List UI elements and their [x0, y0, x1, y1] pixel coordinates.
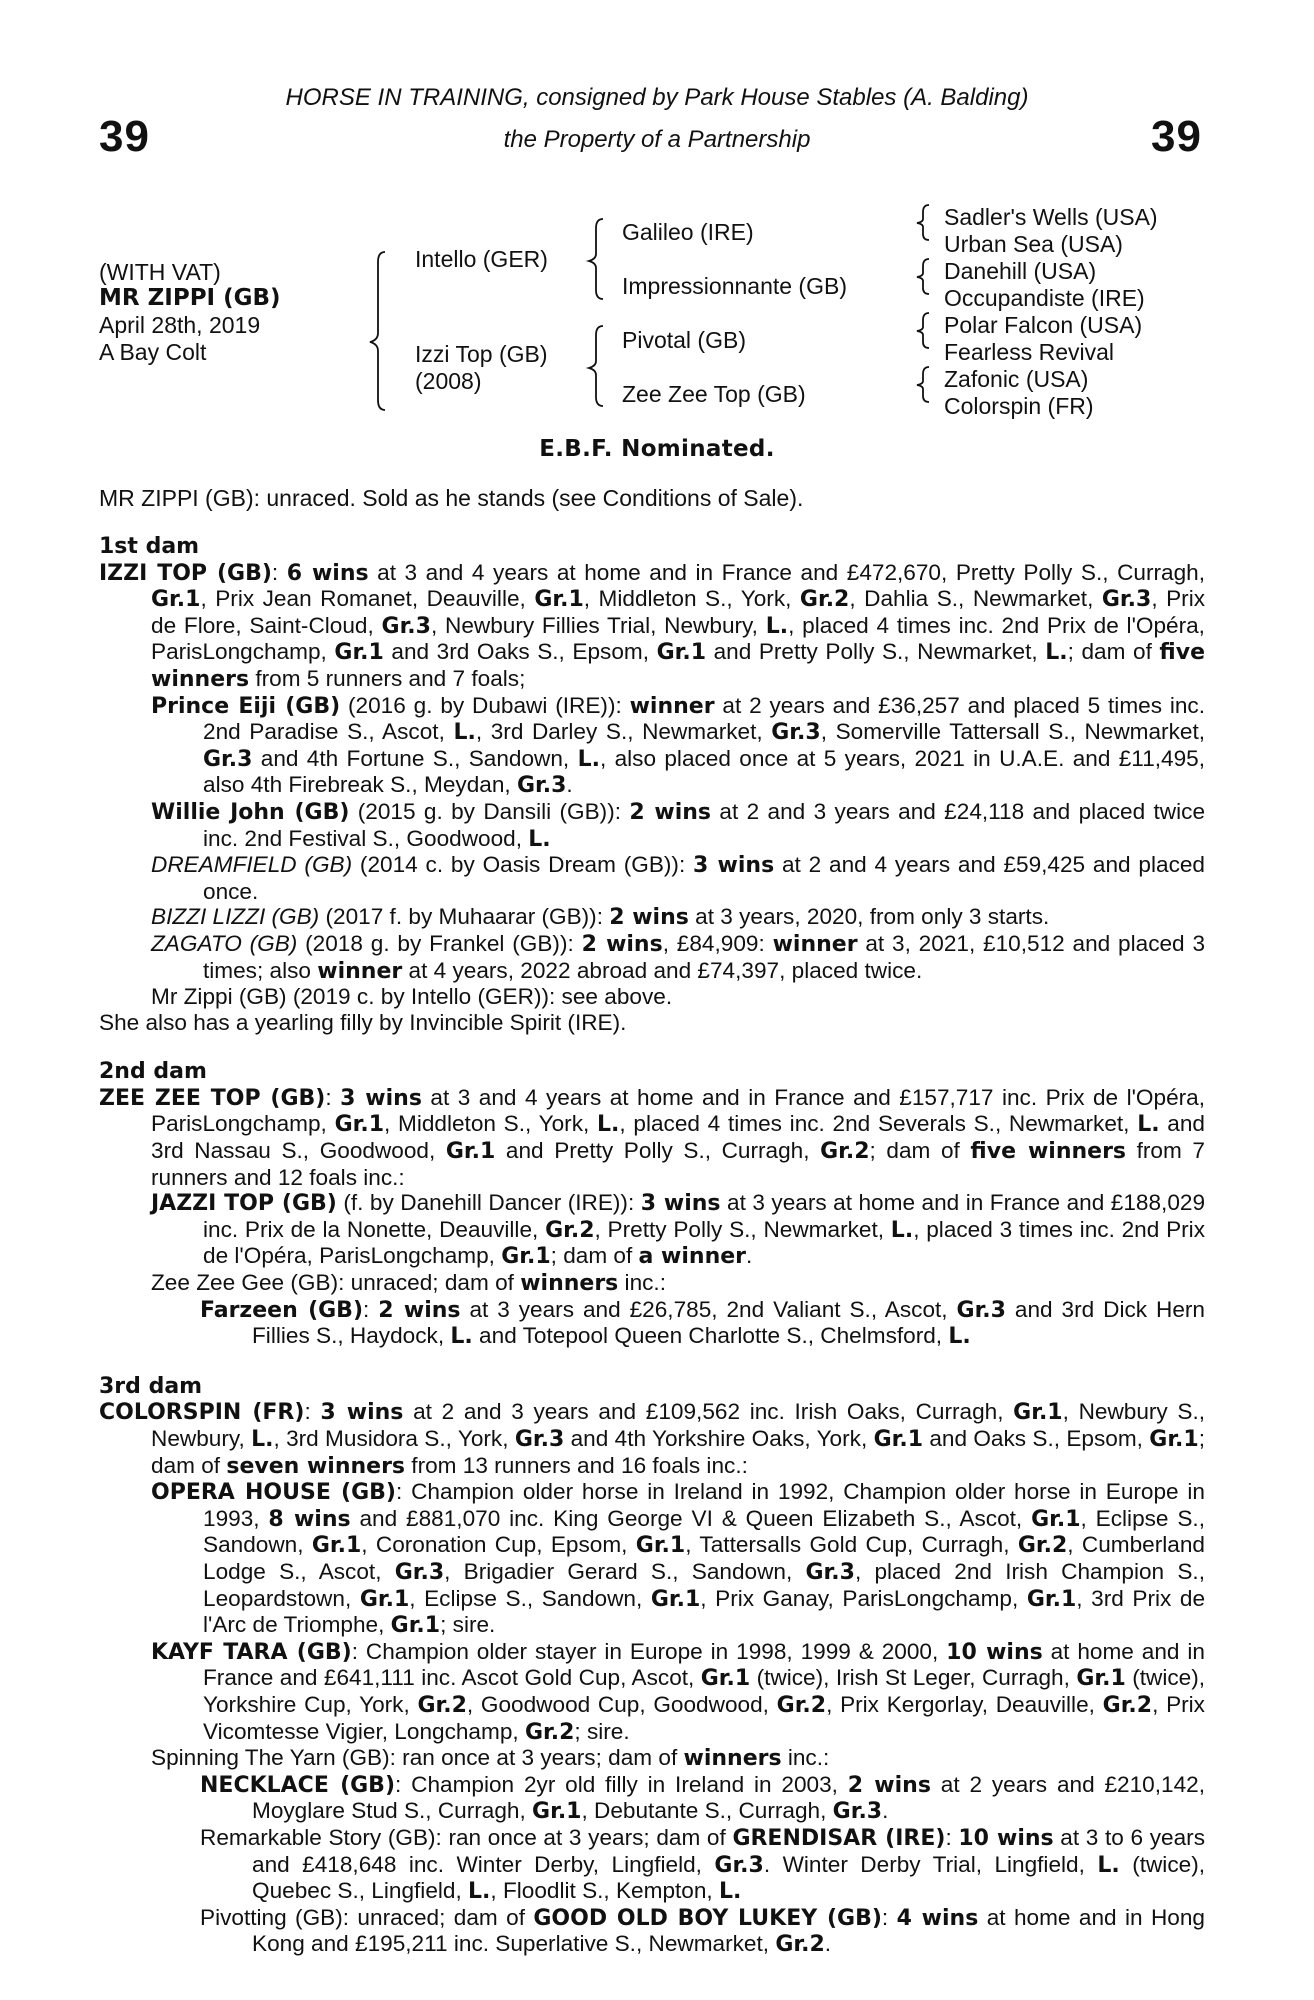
text-run: , Prix Vicomtesse Vigier, Longchamp,: [203, 1691, 1205, 1744]
text-run: , Tattersalls Gold Cup, Curragh,: [685, 1532, 1018, 1558]
bold-run: L.: [1097, 1852, 1120, 1878]
bold-run: 8 wins: [268, 1506, 351, 1532]
bold-run: a winner: [638, 1244, 747, 1270]
text-run: at 3 years and £26,785, 2nd Valiant S., Ascot,: [460, 1296, 957, 1322]
text-run: , Middleton S., York,: [583, 586, 800, 612]
text-run: ; dam of: [151, 1426, 1205, 1478]
text-run: at 2 years and £36,257 and placed 5 times inc. 2nd Paradise S., Ascot,: [203, 692, 1206, 745]
text-run: at 2 and 3 years and £109,562 inc. Irish Oaks, Curragh,: [403, 1399, 1014, 1425]
owner-line: the Property of a Partnership: [503, 126, 811, 153]
bold-run: Gr.2: [1102, 1692, 1153, 1718]
text-run: .: [882, 1798, 889, 1824]
text-run: , £84,909:: [662, 930, 773, 956]
text-run: (twice), Yorkshire Cup, York,: [203, 1665, 1205, 1717]
bold-run: winner: [317, 958, 403, 984]
text-run: :: [325, 1084, 341, 1110]
text-run: and 3rd Dick Hern Fillies S., Haydock,: [252, 1296, 1206, 1349]
text-run: , 3rd Prix de l'Arc de Triomphe,: [203, 1585, 1206, 1638]
bold-run: L.: [577, 746, 600, 772]
bold-run: Gr.3: [1101, 587, 1152, 613]
section-heading-3rd-dam: 3rd dam: [99, 1373, 203, 1399]
bold-run: Gr.1: [390, 1613, 441, 1639]
gp-5: Polar Falcon (USA): [944, 312, 1143, 338]
dam-sire: Pivotal (GB): [622, 327, 746, 353]
text-run: at home and in France and £641,111 inc. Ascot Gold Cup, Ascot,: [203, 1638, 1205, 1691]
text-run: , Debutante S., Curragh,: [581, 1798, 833, 1824]
bold-run: Gr.2: [799, 587, 850, 613]
produce-entry: [99, 1772, 1205, 1825]
bold-run: GRENDISAR (IRE): [732, 1825, 946, 1851]
text-run: , Floodlit S., Kempton,: [490, 1878, 719, 1904]
bold-run: 4 wins: [896, 1905, 979, 1931]
bold-run: 2 wins: [609, 905, 689, 931]
text-run: , Eclipse S., Sandown,: [203, 1505, 1205, 1558]
text-run: , placed 2nd Irish Champion S., Leopardstown,: [203, 1558, 1205, 1611]
bold-run: L.: [948, 1324, 971, 1350]
text-run: ; dam of: [550, 1243, 639, 1269]
bold-run: Gr.2: [776, 1692, 827, 1718]
text-run: at 4 years, 2022 abroad and £74,397, placed twice.: [402, 957, 923, 983]
bold-run: Gr.2: [775, 1932, 825, 1958]
bold-run: L.: [528, 826, 551, 852]
text-run: inc.:: [618, 1270, 666, 1296]
text-run: .: [566, 772, 573, 798]
text-run: at 2 and 3 years and £24,118 and placed twice inc. 2nd Festival S., Goodwood,: [203, 798, 1206, 851]
text-run: , Pretty Polly S., Newmarket,: [594, 1216, 891, 1242]
bold-run: winners: [683, 1746, 782, 1772]
bold-run: L.: [453, 720, 476, 746]
bold-run: GOOD OLD BOY LUKEY (GB): [533, 1905, 882, 1931]
text-run: :: [304, 1399, 321, 1425]
produce-entry: [99, 984, 1205, 1010]
bold-run: Gr.3: [832, 1799, 883, 1825]
text-run: and Oaks S., Epsom,: [923, 1426, 1150, 1451]
brace-parents: [370, 252, 385, 410]
bold-run: Gr.1: [334, 1112, 384, 1138]
bold-run: L.: [251, 1427, 274, 1452]
bold-run: Gr.1: [1013, 1400, 1063, 1426]
gp-1: Sadler's Wells (USA): [944, 204, 1158, 230]
text-run: : Champion older horse in Ireland in 1992, Champion older horse in Europe in 1993,: [203, 1479, 1205, 1531]
bold-run: 10 wins: [946, 1639, 1043, 1665]
text-run: :: [881, 1904, 897, 1930]
bold-run: Gr.1: [650, 1586, 701, 1612]
dam-dam: Zee Zee Top (GB): [622, 381, 806, 407]
bold-run: Gr.1: [532, 1799, 582, 1825]
consignor-line: HORSE IN TRAINING, consigned by Park House Stables (A. Balding): [285, 84, 1029, 111]
text-run: : Champion older stayer in Europe in 1998, 1999 & 2000,: [351, 1638, 947, 1664]
produce-entry: [99, 1905, 1205, 1958]
bold-run: Gr.1: [334, 640, 384, 666]
text-run: at home and in Hong Kong and £195,211 inc. Superlative S., Newmarket,: [252, 1904, 1205, 1957]
text-run: , Eclipse S., Sandown,: [409, 1585, 651, 1611]
text-run: Spinning The Yarn (GB): ran once at 3 years; dam of: [151, 1745, 684, 1771]
text-run: , placed 4 times inc. 2nd Prix de l'Opéra, ParisLongchamp,: [151, 612, 1205, 665]
produce-entry: [99, 904, 1205, 931]
bold-run: Gr.3: [203, 746, 253, 772]
text-run: (2018 g. by Frankel (GB)):: [297, 930, 582, 956]
text-run: from 13 runners and 16 foals inc.:: [405, 1452, 748, 1478]
produce-entry: [99, 1825, 1205, 1905]
bold-run: 2 wins: [581, 931, 663, 957]
bold-run: 3 wins: [640, 1191, 721, 1217]
bold-run: Gr.3: [514, 1427, 565, 1452]
text-run: Remarkable Story (GB): ran once at 3 years; dam of: [200, 1824, 733, 1850]
text-run: , Prix de Flore, Saint-Cloud,: [151, 586, 1206, 638]
bold-run: Gr.1: [873, 1427, 923, 1452]
bold-run: L.: [597, 1112, 620, 1138]
produce-entry: [99, 1639, 1205, 1745]
bold-run: L.: [1137, 1112, 1160, 1138]
text-run: and 4th Fortune S., Sandown,: [252, 745, 578, 771]
bold-run: Gr.2: [545, 1217, 595, 1243]
produce-entry: [99, 852, 1205, 904]
produce-entry: [99, 1190, 1205, 1270]
text-run: and 3rd Nassau S., Goodwood,: [151, 1111, 1205, 1164]
produce-entry: [99, 693, 1205, 799]
section-heading-2nd-dam: 2nd dam: [99, 1059, 207, 1085]
sire-sire: Galileo (IRE): [622, 219, 754, 245]
text-run: , Prix Jean Romanet, Deauville,: [200, 586, 535, 612]
text-run: ; sire.: [440, 1612, 496, 1638]
bold-run: Gr.3: [381, 613, 431, 639]
horse-name: MR ZIPPI (GB): [99, 285, 281, 311]
text-run: , Goodwood Cup, Goodwood,: [466, 1691, 777, 1717]
bold-run: L.: [1045, 640, 1068, 666]
dam-entry: [99, 1085, 1205, 1190]
lot-number-right: 39: [1151, 112, 1202, 161]
text-run: . Winter Derby Trial, Lingfield,: [763, 1851, 1098, 1877]
text-run: Pivotting (GB): unraced; dam of: [200, 1904, 534, 1930]
dam-year: (2008): [415, 368, 482, 394]
text-run: Zee Zee Gee (GB): unraced; dam of: [151, 1270, 521, 1296]
italic-run: BIZZI LIZZI (GB): [151, 904, 320, 930]
bold-run: Gr.2: [524, 1719, 575, 1745]
text-run: (2014 c. by Oasis Dream (GB)):: [352, 852, 694, 878]
gp-3: Danehill (USA): [944, 258, 1097, 284]
text-run: and Totepool Queen Charlotte S., Chelmsford,: [472, 1323, 949, 1349]
text-run: and 4th Yorkshire Oaks, York,: [564, 1426, 874, 1451]
gp-6: Fearless Revival: [944, 339, 1114, 365]
yearling-note: [99, 1010, 1205, 1036]
produce-entry: [99, 1479, 1205, 1639]
bold-run: Gr.1: [1031, 1506, 1081, 1532]
summary: MR ZIPPI (GB): unraced. Sold as he stands (see Conditions of Sale).: [99, 485, 804, 511]
bold-run: winner: [772, 931, 858, 957]
bold-run: seven winners: [226, 1453, 406, 1479]
text-run: :: [363, 1296, 379, 1322]
bold-run: Gr.1: [359, 1586, 410, 1612]
gp-8: Colorspin (FR): [944, 393, 1094, 419]
text-run: .: [746, 1243, 753, 1269]
bold-run: winner: [629, 693, 715, 719]
text-run: at 3 and 4 years at home and in France and £472,670, Pretty Polly S., Curragh,: [368, 559, 1205, 585]
catalogue-body: [99, 534, 1205, 1958]
vat-note: (WITH VAT): [99, 259, 221, 285]
dam-entry: [99, 560, 1205, 693]
brace-dam: [589, 326, 603, 406]
brace-g2: [917, 259, 929, 294]
bold-run: Gr.1: [311, 1533, 362, 1559]
bold-run: 10 wins: [958, 1825, 1054, 1851]
text-run: , Prix Ganay, ParisLongchamp,: [700, 1585, 1027, 1611]
bold-run: Gr.3: [516, 773, 567, 799]
sire: Intello (GER): [415, 246, 548, 272]
bold-run: five winners: [151, 640, 1205, 692]
gp-2: Urban Sea (USA): [944, 231, 1123, 257]
text-run: and 3rd Oaks S., Epsom,: [383, 639, 657, 665]
text-run: , Coronation Cup, Epsom,: [361, 1532, 636, 1558]
text-run: , Newbury Fillies Trial, Newbury,: [430, 612, 766, 638]
bold-run: L.: [890, 1217, 914, 1243]
text-run: ; sire.: [574, 1718, 630, 1744]
brace-g4: [917, 367, 929, 402]
text-run: , placed 3 times inc. 2nd Prix de l'Opéra, ParisLongchamp,: [203, 1216, 1206, 1269]
text-run: at 3 years at home and in France and £188,029 inc. Prix de la Nonette, Deauville,: [203, 1190, 1206, 1242]
bold-run: winners: [520, 1271, 619, 1297]
bold-run: L.: [765, 613, 789, 639]
bold-run: L.: [468, 1879, 491, 1905]
bold-run: JAZZI TOP (GB): [151, 1191, 337, 1217]
dam-entry: [99, 1399, 1205, 1479]
dam: Izzi Top (GB): [415, 341, 548, 367]
text-run: at 3, 2021, £10,512 and placed 3 times; also: [203, 930, 1206, 983]
bold-run: 6 wins: [286, 560, 369, 586]
text-run: , Dahlia S., Newmarket,: [849, 586, 1102, 612]
text-run: ; dam of: [869, 1138, 971, 1164]
bold-run: Gr.1: [1149, 1427, 1199, 1452]
bold-run: COLORSPIN (FR): [99, 1400, 305, 1426]
brace-g1: [917, 205, 929, 240]
ebf-nomination: E.B.F. Nominated.: [539, 436, 775, 462]
text-run: , Middleton S., York,: [384, 1111, 597, 1137]
text-run: at 2 years and £210,142, Moyglare Stud S., Curragh,: [252, 1771, 1205, 1824]
text-run: at 3 to 6 years and £418,648 inc. Winter Derby, Lingfield,: [252, 1824, 1205, 1877]
bold-run: Gr.1: [700, 1666, 751, 1692]
produce-entry: [99, 1745, 1205, 1772]
bold-run: Gr.1: [1026, 1586, 1077, 1612]
text-run: , placed 4 times inc. 2nd Severals S., Newmarket,: [619, 1111, 1138, 1137]
bold-run: Willie John (GB): [151, 799, 350, 825]
text-run: , Somerville Tattersall S., Newmarket,: [820, 719, 1205, 745]
bold-run: Gr.1: [656, 640, 706, 666]
brace-g3: [917, 313, 929, 348]
bold-run: Gr.1: [501, 1244, 551, 1270]
text-run: , also placed once at 5 years, 2021 in U.A.E. and £11,495, also 4th Firebreak S., Meydan,: [203, 745, 1206, 798]
text-run: at 3 and 4 years at home and in France and £157,717 inc. Prix de l'Opéra, ParisLongchamp,: [151, 1084, 1206, 1137]
produce-entry: [99, 1270, 1205, 1297]
gp-7: Zafonic (USA): [944, 366, 1089, 392]
bold-run: 3 wins: [693, 853, 775, 879]
text-run: .: [824, 1931, 832, 1957]
produce-entry: [99, 799, 1205, 852]
section-heading-1st-dam: 1st dam: [99, 534, 200, 559]
bold-run: five winners: [970, 1139, 1127, 1165]
bold-run: L.: [450, 1324, 473, 1350]
bold-run: Gr.3: [805, 1559, 855, 1585]
bold-run: Farzeen (GB): [200, 1297, 364, 1323]
text-run: Mr Zippi (GB) (2019 c. by Intello (GER)): see above.: [151, 984, 673, 1010]
horse-description: A Bay Colt: [99, 339, 207, 365]
brace-sire: [589, 219, 603, 299]
bold-run: 2 wins: [629, 799, 712, 825]
bold-run: Gr.1: [1076, 1666, 1126, 1692]
text-run: and Pretty Polly S., Curragh,: [495, 1138, 821, 1164]
lot-number-left: 39: [99, 112, 150, 161]
italic-run: DREAMFIELD (GB): [151, 852, 353, 878]
gp-4: Occupandiste (IRE): [944, 285, 1145, 311]
text-run: at 2 and 4 years and £59,425 and placed once.: [203, 852, 1206, 904]
text-run: (2017 f. by Muhaarar (GB)):: [319, 904, 610, 930]
bold-run: Gr.1: [151, 587, 201, 613]
text-run: at 3 years, 2020, from only 3 starts.: [688, 904, 1050, 930]
bold-run: Gr.1: [635, 1533, 686, 1559]
text-run: (2016 g. by Dubawi (IRE)):: [340, 692, 630, 718]
bold-run: KAYF TARA (GB): [151, 1639, 352, 1665]
bold-run: Gr.3: [714, 1852, 764, 1878]
bold-run: 2 wins: [378, 1297, 461, 1323]
bold-run: 3 wins: [320, 1400, 404, 1426]
produce-entry: [99, 1297, 1205, 1350]
bold-run: IZZI TOP (GB): [99, 560, 272, 586]
text-run: (2015 g. by Dansili (GB)):: [349, 798, 630, 824]
bold-run: Gr.3: [394, 1559, 445, 1585]
bold-run: Gr.1: [534, 587, 584, 613]
text-run: :: [271, 559, 287, 585]
text-run: inc.:: [781, 1745, 830, 1771]
text-run: : Champion 2yr old filly in Ireland in 2003,: [395, 1771, 848, 1797]
text-run: She also has a yearling filly by Invincible Spirit (IRE).: [99, 1009, 627, 1035]
bold-run: OPERA HOUSE (GB): [151, 1480, 396, 1506]
text-run: , Prix Kergorlay, Deauville,: [826, 1691, 1103, 1717]
produce-entry: [99, 931, 1205, 984]
foaling-date: April 28th, 2019: [99, 312, 261, 338]
text-run: (twice), Irish St Leger, Curragh,: [750, 1665, 1077, 1691]
bold-run: Gr.2: [417, 1692, 467, 1718]
text-run: ; dam of: [1067, 639, 1160, 665]
bold-run: 2 wins: [847, 1772, 931, 1798]
sire-dam: Impressionnante (GB): [622, 273, 847, 299]
text-run: , Newbury S., Newbury,: [151, 1399, 1206, 1451]
bold-run: Gr.3: [956, 1297, 1006, 1323]
text-run: and Pretty Polly S., Newmarket,: [706, 639, 1046, 665]
text-run: from 7 runners and 12 foals inc.:: [151, 1138, 1205, 1190]
text-run: and £881,070 inc. King George VI & Queen Elizabeth S., Ascot,: [350, 1505, 1032, 1531]
bold-run: Gr.1: [445, 1139, 496, 1165]
text-run: :: [945, 1824, 959, 1850]
text-run: (f. by Danehill Dancer (IRE)):: [336, 1190, 641, 1216]
text-run: (twice), Quebec S., Lingfield,: [252, 1851, 1205, 1904]
bold-run: Gr.2: [1017, 1533, 1068, 1559]
bold-run: Prince Eiji (GB): [151, 693, 341, 719]
bold-run: NECKLACE (GB): [200, 1772, 396, 1798]
bold-run: L.: [718, 1879, 742, 1905]
bold-run: 3 wins: [340, 1085, 422, 1111]
bold-run: Gr.2: [820, 1139, 870, 1165]
italic-run: ZAGATO (GB): [151, 930, 298, 956]
bold-run: ZEE ZEE TOP (GB): [99, 1085, 326, 1111]
text-run: , 3rd Darley S., Newmarket,: [475, 719, 772, 745]
text-run: , Brigadier Gerard S., Sandown,: [444, 1558, 806, 1584]
text-run: , 3rd Musidora S., York,: [273, 1426, 515, 1451]
text-run: , Cumberland Lodge S., Ascot,: [203, 1532, 1205, 1584]
text-run: from 5 runners and 7 foals;: [249, 665, 526, 691]
bold-run: Gr.3: [771, 720, 821, 746]
